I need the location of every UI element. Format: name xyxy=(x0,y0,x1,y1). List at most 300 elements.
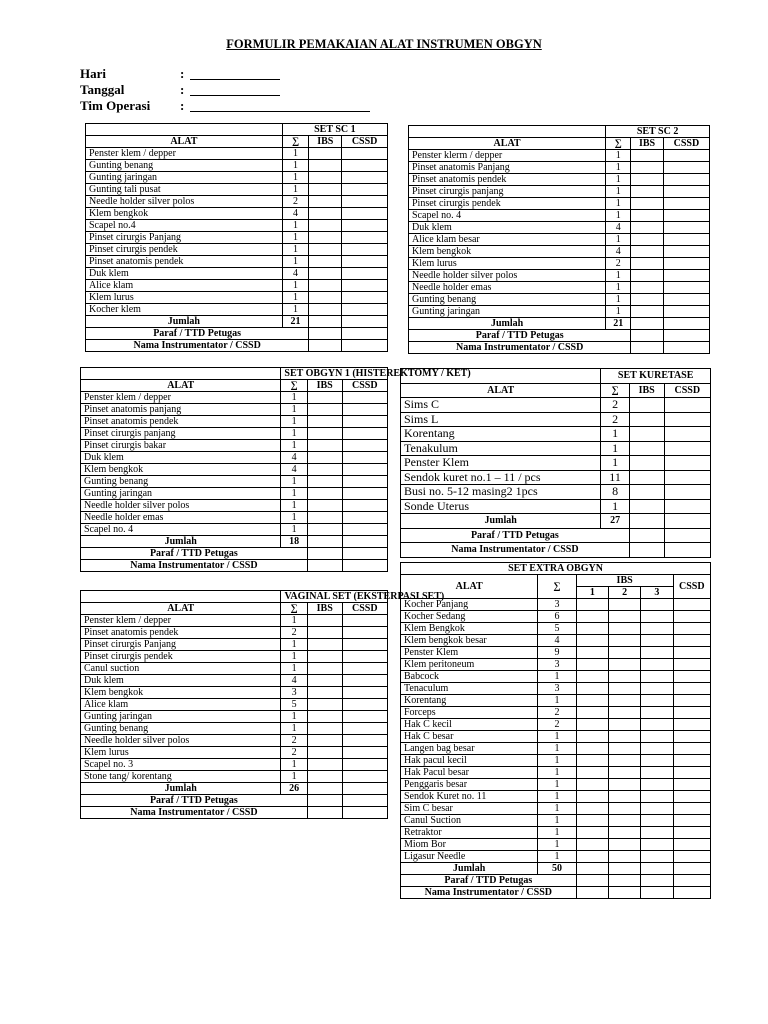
ibs3-check-cell[interactable] xyxy=(641,623,673,635)
cssd-check-cell[interactable] xyxy=(673,779,710,791)
paraf-ibs-cell[interactable] xyxy=(309,328,342,340)
ibs-check-cell[interactable] xyxy=(307,735,342,747)
ibs1-check-cell[interactable] xyxy=(576,803,608,815)
ibs-check-cell[interactable] xyxy=(629,441,664,456)
cssd-check-cell[interactable] xyxy=(664,398,710,413)
nama-cell[interactable] xyxy=(673,887,710,899)
ibs1-check-cell[interactable] xyxy=(576,683,608,695)
nama-ibs-cell[interactable] xyxy=(629,543,664,558)
ibs3-check-cell[interactable] xyxy=(641,611,673,623)
ibs1-check-cell[interactable] xyxy=(576,695,608,707)
cssd-check-cell[interactable] xyxy=(673,719,710,731)
ibs-check-cell[interactable] xyxy=(307,651,342,663)
ibs-check-cell[interactable] xyxy=(631,258,664,270)
cssd-check-cell[interactable] xyxy=(663,198,709,210)
cssd-check-cell[interactable] xyxy=(673,839,710,851)
col-header-alat: ALAT xyxy=(409,138,606,150)
cssd-check-cell[interactable] xyxy=(342,220,388,232)
item-name: Klem bengkok xyxy=(81,464,281,476)
ibs2-check-cell[interactable] xyxy=(608,719,640,731)
ibs-check-cell[interactable] xyxy=(629,398,664,413)
cssd-check-cell[interactable] xyxy=(673,671,710,683)
ibs1-check-cell[interactable] xyxy=(576,755,608,767)
cssd-check-cell[interactable] xyxy=(342,687,387,699)
ibs2-check-cell[interactable] xyxy=(608,731,640,743)
nama-ibs-cell[interactable] xyxy=(309,340,342,352)
cssd-check-cell[interactable] xyxy=(342,476,387,488)
cssd-check-cell[interactable] xyxy=(342,711,387,723)
paraf-ibs-cell[interactable] xyxy=(631,330,664,342)
item-name: Gunting benang xyxy=(86,160,283,172)
cssd-check-cell[interactable] xyxy=(673,743,710,755)
nama-cell[interactable] xyxy=(576,887,608,899)
total-check-cell[interactable] xyxy=(608,863,640,875)
cssd-check-cell[interactable] xyxy=(342,172,388,184)
cssd-check-cell[interactable] xyxy=(663,150,709,162)
cssd-check-cell[interactable] xyxy=(673,695,710,707)
cssd-check-cell[interactable] xyxy=(664,456,710,471)
ibs2-check-cell[interactable] xyxy=(608,611,640,623)
ibs3-check-cell[interactable] xyxy=(641,755,673,767)
ibs-check-cell[interactable] xyxy=(631,306,664,318)
ibs-check-cell[interactable] xyxy=(307,771,342,783)
ibs2-check-cell[interactable] xyxy=(608,635,640,647)
ibs-total-cell[interactable] xyxy=(631,318,664,330)
cssd-check-cell[interactable] xyxy=(342,651,387,663)
nama-row xyxy=(409,342,710,354)
ibs-check-cell[interactable] xyxy=(307,747,342,759)
cssd-check-cell[interactable] xyxy=(342,404,387,416)
ibs3-check-cell[interactable] xyxy=(641,719,673,731)
nama-label: Nama Instrumentator / CSSD xyxy=(401,543,630,558)
cssd-check-cell[interactable] xyxy=(663,282,709,294)
cssd-check-cell[interactable] xyxy=(664,470,710,485)
ibs1-check-cell[interactable] xyxy=(576,635,608,647)
ibs1-check-cell[interactable] xyxy=(576,647,608,659)
cssd-check-cell[interactable] xyxy=(673,791,710,803)
cssd-check-cell[interactable] xyxy=(342,464,387,476)
paraf-cssd-cell[interactable] xyxy=(663,330,709,342)
ibs-check-cell[interactable] xyxy=(309,232,342,244)
ibs2-check-cell[interactable] xyxy=(608,647,640,659)
item-name: Duk klem xyxy=(409,222,606,234)
cssd-check-cell[interactable] xyxy=(673,827,710,839)
nama-ibs-cell[interactable] xyxy=(307,807,342,819)
ibs-check-cell[interactable] xyxy=(309,280,342,292)
cssd-check-cell[interactable] xyxy=(664,485,710,500)
ibs3-check-cell[interactable] xyxy=(641,827,673,839)
nama-ibs-cell[interactable] xyxy=(631,342,664,354)
ibs2-check-cell[interactable] xyxy=(608,683,640,695)
cssd-check-cell[interactable] xyxy=(342,663,387,675)
cssd-check-cell[interactable] xyxy=(673,683,710,695)
ibs-total-cell[interactable] xyxy=(629,514,664,529)
ibs-check-cell[interactable] xyxy=(631,198,664,210)
ibs-total-cell[interactable] xyxy=(309,316,342,328)
ibs1-check-cell[interactable] xyxy=(576,731,608,743)
cssd-check-cell[interactable] xyxy=(663,234,709,246)
item-qty: 1 xyxy=(281,440,307,452)
item-name: Pinset cirurgis bakar xyxy=(81,440,281,452)
ibs-check-cell[interactable] xyxy=(309,208,342,220)
item-qty: 1 xyxy=(282,304,309,316)
ibs1-check-cell[interactable] xyxy=(576,743,608,755)
cssd-check-cell[interactable] xyxy=(673,731,710,743)
item-name: Tenakulum xyxy=(401,441,601,456)
ibs2-check-cell[interactable] xyxy=(608,791,640,803)
ibs1-check-cell[interactable] xyxy=(576,791,608,803)
paraf-cell[interactable] xyxy=(608,875,640,887)
ibs1-check-cell[interactable] xyxy=(576,707,608,719)
ibs-check-cell[interactable] xyxy=(307,392,342,404)
paraf-cssd-cell[interactable] xyxy=(664,528,710,543)
ibs3-check-cell[interactable] xyxy=(641,731,673,743)
item-qty: 1 xyxy=(606,174,631,186)
ibs3-check-cell[interactable] xyxy=(641,851,673,863)
ibs1-check-cell[interactable] xyxy=(576,827,608,839)
ibs1-check-cell[interactable] xyxy=(576,815,608,827)
cssd-check-cell[interactable] xyxy=(342,735,387,747)
cssd-check-cell[interactable] xyxy=(673,635,710,647)
paraf-ibs-cell[interactable] xyxy=(307,795,342,807)
ibs2-check-cell[interactable] xyxy=(608,767,640,779)
cssd-check-cell[interactable] xyxy=(342,392,387,404)
cssd-total-cell[interactable] xyxy=(342,783,387,795)
cssd-check-cell[interactable] xyxy=(663,174,709,186)
cssd-total-cell[interactable] xyxy=(342,316,388,328)
total-check-cell[interactable] xyxy=(641,863,673,875)
item-qty: 1 xyxy=(538,755,576,767)
item-name: Penster klem / depper xyxy=(81,392,281,404)
ibs-check-cell[interactable] xyxy=(631,174,664,186)
cssd-check-cell[interactable] xyxy=(664,441,710,456)
ibs2-check-cell[interactable] xyxy=(608,815,640,827)
ibs2-check-cell[interactable] xyxy=(608,671,640,683)
ibs-check-cell[interactable] xyxy=(309,196,342,208)
cssd-check-cell[interactable] xyxy=(673,599,710,611)
table-row xyxy=(81,699,388,711)
ibs3-check-cell[interactable] xyxy=(641,635,673,647)
ibs-check-cell[interactable] xyxy=(309,244,342,256)
item-name: Pinset cirurgis pendek xyxy=(81,651,281,663)
ibs-check-cell[interactable] xyxy=(631,150,664,162)
ibs3-check-cell[interactable] xyxy=(641,803,673,815)
ibs-check-cell[interactable] xyxy=(307,524,342,536)
ibs3-check-cell[interactable] xyxy=(641,779,673,791)
ibs3-check-cell[interactable] xyxy=(641,659,673,671)
ibs2-check-cell[interactable] xyxy=(608,803,640,815)
ibs-check-cell[interactable] xyxy=(631,282,664,294)
tim-operasi-line[interactable] xyxy=(190,100,370,112)
paraf-cssd-cell[interactable] xyxy=(342,548,387,560)
ibs-check-cell[interactable] xyxy=(631,234,664,246)
ibs1-check-cell[interactable] xyxy=(576,767,608,779)
ibs2-check-cell[interactable] xyxy=(608,707,640,719)
cssd-check-cell[interactable] xyxy=(673,659,710,671)
total-check-cell[interactable] xyxy=(673,863,710,875)
nama-cssd-cell[interactable] xyxy=(342,340,388,352)
field-hari: Hari : xyxy=(80,66,370,82)
ibs-check-cell[interactable] xyxy=(629,412,664,427)
cssd-check-cell[interactable] xyxy=(663,270,709,282)
cssd-check-cell[interactable] xyxy=(342,524,387,536)
ibs2-check-cell[interactable] xyxy=(608,779,640,791)
paraf-cell[interactable] xyxy=(576,875,608,887)
table-row xyxy=(86,184,388,196)
cssd-check-cell[interactable] xyxy=(342,747,387,759)
cssd-check-cell[interactable] xyxy=(342,148,388,160)
cssd-check-cell[interactable] xyxy=(664,412,710,427)
ibs1-check-cell[interactable] xyxy=(576,659,608,671)
ibs-check-cell[interactable] xyxy=(307,639,342,651)
ibs3-check-cell[interactable] xyxy=(641,599,673,611)
cssd-check-cell[interactable] xyxy=(342,488,387,500)
form-title: FORMULIR PEMAKAIAN ALAT INSTRUMEN OBGYN xyxy=(226,37,542,51)
cssd-check-cell[interactable] xyxy=(342,771,387,783)
col-header-cssd: CSSD xyxy=(342,380,387,392)
ibs2-check-cell[interactable] xyxy=(608,755,640,767)
cssd-check-cell[interactable] xyxy=(342,512,387,524)
item-name: Needle holder silver polos xyxy=(409,270,606,282)
ibs-check-cell[interactable] xyxy=(307,440,342,452)
ibs-check-cell[interactable] xyxy=(309,184,342,196)
cssd-check-cell[interactable] xyxy=(342,675,387,687)
ibs-check-cell[interactable] xyxy=(629,427,664,442)
ibs1-check-cell[interactable] xyxy=(576,611,608,623)
ibs-check-cell[interactable] xyxy=(307,428,342,440)
item-qty: 1 xyxy=(601,427,629,442)
ibs-check-cell[interactable] xyxy=(307,663,342,675)
paraf-label: Paraf / TTD Petugas xyxy=(86,328,309,340)
ibs-check-cell[interactable] xyxy=(309,304,342,316)
ibs3-check-cell[interactable] xyxy=(641,815,673,827)
cssd-check-cell[interactable] xyxy=(673,755,710,767)
cssd-total-cell[interactable] xyxy=(663,318,709,330)
table-row xyxy=(401,671,711,683)
cssd-check-cell[interactable] xyxy=(663,210,709,222)
ibs-check-cell[interactable] xyxy=(307,416,342,428)
ibs3-check-cell[interactable] xyxy=(641,707,673,719)
cssd-check-cell[interactable] xyxy=(673,647,710,659)
nama-cssd-cell[interactable] xyxy=(342,807,387,819)
nama-row xyxy=(86,340,388,352)
jumlah-row xyxy=(81,536,388,548)
ibs-check-cell[interactable] xyxy=(307,452,342,464)
hari-line[interactable] xyxy=(190,68,280,80)
item-name: Pinset anatomis pendek xyxy=(81,416,281,428)
ibs1-check-cell[interactable] xyxy=(576,719,608,731)
ibs-check-cell[interactable] xyxy=(307,488,342,500)
table-row xyxy=(86,196,388,208)
ibs3-check-cell[interactable] xyxy=(641,839,673,851)
cssd-total-cell[interactable] xyxy=(342,536,387,548)
ibs-check-cell[interactable] xyxy=(309,220,342,232)
ibs-check-cell[interactable] xyxy=(307,476,342,488)
ibs3-check-cell[interactable] xyxy=(641,743,673,755)
ibs-check-cell[interactable] xyxy=(629,456,664,471)
ibs-check-cell[interactable] xyxy=(631,186,664,198)
cssd-check-cell[interactable] xyxy=(673,851,710,863)
ibs-check-cell[interactable] xyxy=(631,222,664,234)
ibs-check-cell[interactable] xyxy=(629,470,664,485)
ibs-check-cell[interactable] xyxy=(307,759,342,771)
ibs2-check-cell[interactable] xyxy=(608,743,640,755)
cssd-check-cell[interactable] xyxy=(663,186,709,198)
ibs-check-cell[interactable] xyxy=(307,464,342,476)
ibs-check-cell[interactable] xyxy=(309,160,342,172)
ibs-check-cell[interactable] xyxy=(307,404,342,416)
cssd-check-cell[interactable] xyxy=(342,723,387,735)
cssd-total-cell[interactable] xyxy=(664,514,710,529)
paraf-cssd-cell[interactable] xyxy=(342,795,387,807)
cssd-check-cell[interactable] xyxy=(342,615,387,627)
table-row xyxy=(81,663,388,675)
cssd-check-cell[interactable] xyxy=(342,208,388,220)
table-row xyxy=(86,304,388,316)
total-check-cell[interactable] xyxy=(576,863,608,875)
cssd-check-cell[interactable] xyxy=(663,222,709,234)
nama-ibs-cell[interactable] xyxy=(307,560,342,572)
cssd-check-cell[interactable] xyxy=(673,623,710,635)
ibs3-check-cell[interactable] xyxy=(641,695,673,707)
ibs1-check-cell[interactable] xyxy=(576,779,608,791)
ibs3-check-cell[interactable] xyxy=(641,671,673,683)
cssd-check-cell[interactable] xyxy=(342,699,387,711)
set-kuretase-table xyxy=(400,368,711,558)
nama-cssd-cell[interactable] xyxy=(342,560,387,572)
ibs2-check-cell[interactable] xyxy=(608,839,640,851)
item-qty: 1 xyxy=(538,671,576,683)
paraf-cssd-cell[interactable] xyxy=(342,328,388,340)
ibs2-check-cell[interactable] xyxy=(608,851,640,863)
cssd-check-cell[interactable] xyxy=(342,759,387,771)
ibs-check-cell[interactable] xyxy=(307,687,342,699)
ibs-check-cell[interactable] xyxy=(631,246,664,258)
ibs3-check-cell[interactable] xyxy=(641,683,673,695)
ibs1-check-cell[interactable] xyxy=(576,623,608,635)
ibs-check-cell[interactable] xyxy=(629,485,664,500)
ibs-check-cell[interactable] xyxy=(307,500,342,512)
table-row xyxy=(401,719,711,731)
paraf-ibs-cell[interactable] xyxy=(307,548,342,560)
ibs2-check-cell[interactable] xyxy=(608,827,640,839)
ibs-total-cell[interactable] xyxy=(307,536,342,548)
ibs2-check-cell[interactable] xyxy=(608,599,640,611)
column-header-row xyxy=(81,603,388,615)
item-name: Sonde Uterus xyxy=(401,499,601,514)
ibs3-check-cell[interactable] xyxy=(641,791,673,803)
ibs-check-cell[interactable] xyxy=(309,172,342,184)
item-name: Pinset cirurgis panjang xyxy=(81,428,281,440)
ibs-check-cell[interactable] xyxy=(307,699,342,711)
cssd-check-cell[interactable] xyxy=(673,707,710,719)
cssd-check-cell[interactable] xyxy=(664,499,710,514)
nama-cssd-cell[interactable] xyxy=(663,342,709,354)
paraf-ibs-cell[interactable] xyxy=(629,528,664,543)
cssd-check-cell[interactable] xyxy=(342,416,387,428)
nama-cell[interactable] xyxy=(608,887,640,899)
cssd-check-cell[interactable] xyxy=(342,304,388,316)
ibs1-check-cell[interactable] xyxy=(576,839,608,851)
ibs-check-cell[interactable] xyxy=(309,268,342,280)
nama-cell[interactable] xyxy=(641,887,673,899)
item-qty: 1 xyxy=(601,441,629,456)
cssd-check-cell[interactable] xyxy=(664,427,710,442)
nama-cssd-cell[interactable] xyxy=(664,543,710,558)
cssd-check-cell[interactable] xyxy=(673,803,710,815)
table-row xyxy=(401,499,711,514)
tanggal-line[interactable] xyxy=(190,84,280,96)
paraf-cell[interactable] xyxy=(641,875,673,887)
item-name: Scapel no. 4 xyxy=(409,210,606,222)
item-name: Hak C kecil xyxy=(401,719,538,731)
cssd-check-cell[interactable] xyxy=(342,232,388,244)
cssd-check-cell[interactable] xyxy=(663,162,709,174)
ibs1-check-cell[interactable] xyxy=(576,599,608,611)
cssd-check-cell[interactable] xyxy=(342,500,387,512)
ibs-check-cell[interactable] xyxy=(307,711,342,723)
ibs1-check-cell[interactable] xyxy=(576,671,608,683)
cssd-check-cell[interactable] xyxy=(673,767,710,779)
ibs-check-cell[interactable] xyxy=(309,148,342,160)
ibs-check-cell[interactable] xyxy=(309,256,342,268)
nama-row xyxy=(401,887,711,899)
cssd-check-cell[interactable] xyxy=(342,196,388,208)
cssd-check-cell[interactable] xyxy=(342,280,388,292)
ibs3-check-cell[interactable] xyxy=(641,767,673,779)
cssd-check-cell[interactable] xyxy=(342,256,388,268)
cssd-check-cell[interactable] xyxy=(342,440,387,452)
ibs-check-cell[interactable] xyxy=(309,292,342,304)
cssd-check-cell[interactable] xyxy=(342,428,387,440)
table-row xyxy=(401,683,711,695)
ibs2-check-cell[interactable] xyxy=(608,695,640,707)
ibs-check-cell[interactable] xyxy=(307,723,342,735)
ibs-check-cell[interactable] xyxy=(629,499,664,514)
cssd-check-cell[interactable] xyxy=(663,306,709,318)
cssd-check-cell[interactable] xyxy=(342,292,388,304)
cssd-check-cell[interactable] xyxy=(673,611,710,623)
ibs-check-cell[interactable] xyxy=(631,210,664,222)
paraf-cell[interactable] xyxy=(673,875,710,887)
ibs1-check-cell[interactable] xyxy=(576,851,608,863)
ibs-check-cell[interactable] xyxy=(307,675,342,687)
ibs-check-cell[interactable] xyxy=(631,294,664,306)
cssd-check-cell[interactable] xyxy=(342,639,387,651)
ibs-check-cell[interactable] xyxy=(631,270,664,282)
cssd-check-cell[interactable] xyxy=(342,160,388,172)
ibs-check-cell[interactable] xyxy=(307,615,342,627)
ibs-total-cell[interactable] xyxy=(307,783,342,795)
ibs2-check-cell[interactable] xyxy=(608,659,640,671)
item-name: Sim C besar xyxy=(401,803,538,815)
ibs2-check-cell[interactable] xyxy=(608,623,640,635)
cssd-check-cell[interactable] xyxy=(342,244,388,256)
ibs-check-cell[interactable] xyxy=(307,627,342,639)
ibs-check-cell[interactable] xyxy=(631,162,664,174)
cssd-check-cell[interactable] xyxy=(342,184,388,196)
cssd-check-cell[interactable] xyxy=(663,294,709,306)
table-row xyxy=(401,647,711,659)
cssd-check-cell[interactable] xyxy=(663,258,709,270)
cssd-check-cell[interactable] xyxy=(673,815,710,827)
cssd-check-cell[interactable] xyxy=(342,627,387,639)
ibs3-check-cell[interactable] xyxy=(641,647,673,659)
ibs-check-cell[interactable] xyxy=(307,512,342,524)
cssd-check-cell[interactable] xyxy=(342,268,388,280)
cssd-check-cell[interactable] xyxy=(342,452,387,464)
cssd-check-cell[interactable] xyxy=(663,246,709,258)
